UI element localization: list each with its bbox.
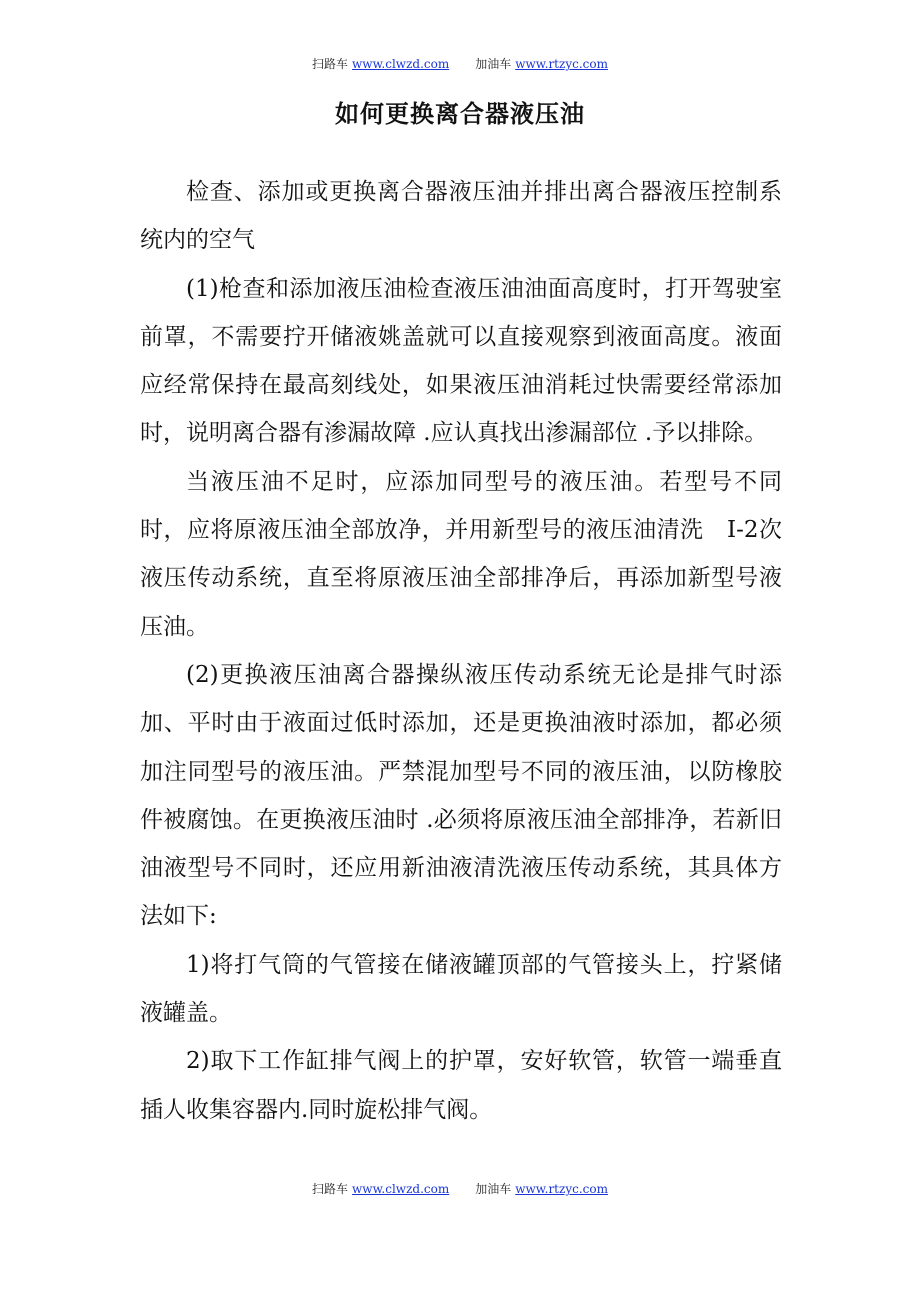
paragraph-insufficient-oil: 当液压油不足时，应添加同型号的液压油。若型号不同时，应将原液压油全部放净，并用新型号的液压油清洗 I-2次液压传动系统，直至将原液压油全部排净后，再添加新型号液压油。 <box>140 468 782 640</box>
paragraph-check-add: (1)枪查和添加液压油检查液压油油面高度时，打开驾驶室前罩，不需要拧开储液姚盖就可以直接观察到液面高度。液面应经常保持在最高刻线处，如果液压油消耗过快需要经常添加时，说明离合器有渗漏故障 .应认真找出渗漏部位 .予以排除。 <box>140 275 782 447</box>
page-footer <box>0 1180 920 1197</box>
footer-label-fuel-truck: 加油车 <box>475 1182 512 1196</box>
footer-link-clwzd[interactable]: www.clwzd.com <box>352 1182 450 1196</box>
footer-link-rtzyc[interactable]: www.rtzyc.com <box>515 1182 608 1196</box>
paragraph-replace-oil: (2)更换液压油离合器操纵液压传动系统无论是排气时添加、平时由于液面过低时添加，还是更换油液时添加，都必须加注同型号的液压油。严禁混加型号不同的液压油，以防橡胶件被腐蚀。在更换液压油时 .必须将原液压油全部排净，若新旧油液型号不同时，还应用新油液清洗液压传动系统，其具体方法如下: <box>140 661 782 930</box>
header-link-clwzd[interactable]: www.clwzd.com <box>352 57 450 71</box>
footer-label-sweeper: 扫路车 <box>312 1182 349 1196</box>
document-body <box>140 168 782 1134</box>
paragraph-step-2: 2)取下工作缸排气阀上的护罩，安好软管，软管一端垂直插人收集容器内.同时旋松排气阀。 <box>140 1048 782 1123</box>
document-title: 如何更换离合器液压油 <box>335 99 585 128</box>
paragraph-step-1: 1)将打气筒的气管接在储液罐顶部的气管接头上，拧紧储液罐盖。 <box>140 951 782 1027</box>
header-label-sweeper: 扫路车 <box>312 57 349 71</box>
paragraph-intro: 检查、添加或更换离合器液压油并排出离合器液压控制系统内的空气 <box>140 179 782 254</box>
header-label-fuel-truck: 加油车 <box>475 57 512 71</box>
page-header <box>0 55 920 72</box>
header-link-rtzyc[interactable]: www.rtzyc.com <box>515 57 608 71</box>
